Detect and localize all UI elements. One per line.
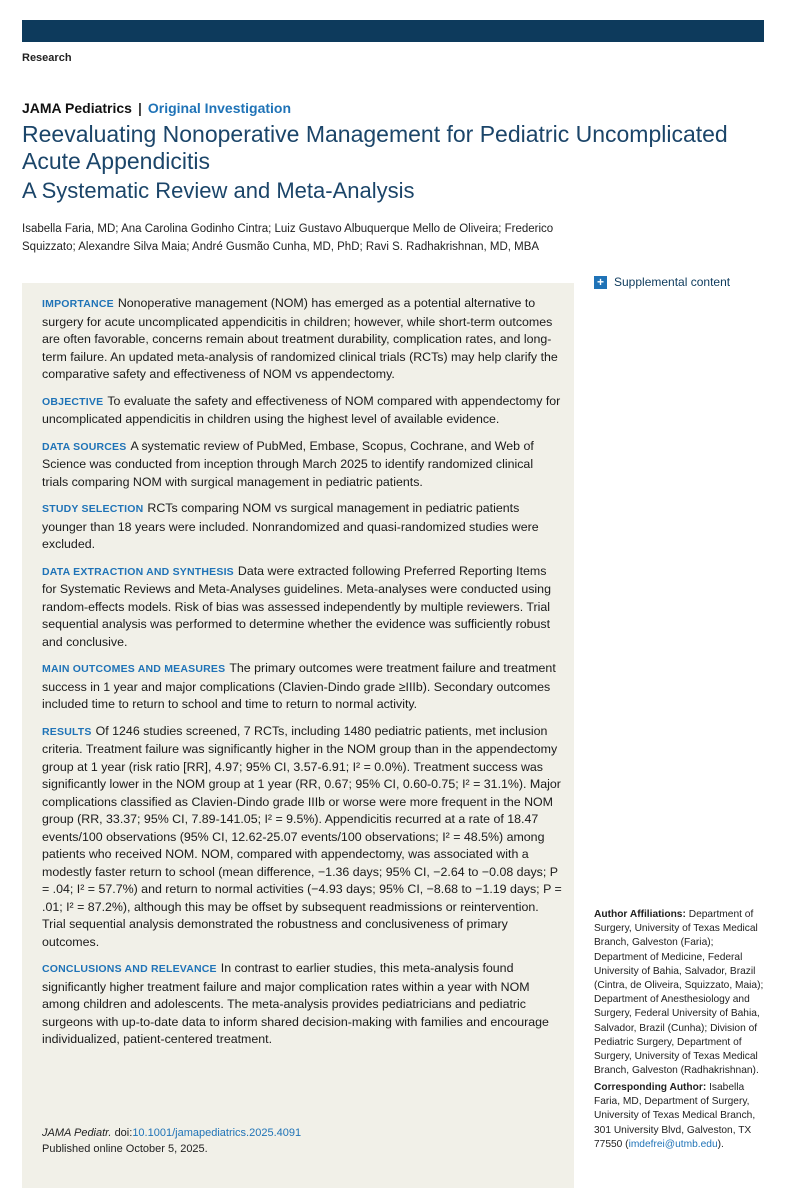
supplemental-label: Supplemental content (614, 275, 731, 289)
email-link[interactable]: imdefrei@utmb.edu (628, 1138, 718, 1150)
abstract-text: To evaluate the safety and effectiveness of NOM compared with appendectomy for uncomplicated appendicitis in children using the highest level of available evidence. (42, 393, 561, 426)
abstract-box (22, 283, 574, 1188)
abstract-study-selection (42, 500, 562, 554)
corresponding-label: Corresponding Author: (594, 1082, 707, 1093)
citation-block (42, 1125, 301, 1157)
abstract-label: MAIN OUTCOMES AND MEASURES (42, 663, 226, 675)
corresponding-author (594, 1081, 764, 1152)
abstract-label: DATA SOURCES (42, 440, 127, 453)
corresponding-close: ). (717, 1138, 724, 1150)
doi-prefix: doi: (114, 1127, 133, 1139)
abstract-text: Nonoperative management (NOM) has emerged as a potential alternative to surgery for acute uncomplicated appendicitis in children; however, while short-term outcomes are often favorable, concerns remain about treatment durability, complication rates, and long-term failure. An updated meta-analysis of randomized clinical trials (RCTs) may help clarify the comparative safety and effectiveness of NOM vs appendectomy. (42, 296, 558, 381)
abstract-objective (42, 393, 562, 429)
header-separator: | (137, 100, 142, 116)
journal-abbrev: JAMA Pediatr. (42, 1127, 112, 1139)
abstract-importance (42, 295, 562, 384)
abstract-text: In contrast to earlier studies, this meta-analysis found significantly higher treatment failure and major complication rates within a year with NOM among children and adolescents. The meta-analysis provides pediatricians and pediatric surgeons with up-to-date data to inform shared decision-making with families and encourage individualized, patient-centered treatment. (42, 961, 549, 1046)
article-subtitle: A Systematic Review and Meta-Analysis (22, 178, 415, 203)
abstract-text: A systematic review of PubMed, Embase, Scopus, Cochrane, and Web of Science was conducted from inception through March 2025 to identify randomized clinical trials comparing NOM with surgical management in pediatric patients. (42, 438, 534, 489)
article-type: Original Investigation (147, 100, 292, 116)
affiliations-text: Department of Surgery, University of Texas Medical Branch, Galveston (Faria); Department of Medicine, Federal University of Bahia, Salvador, Brazil (Cintra, de Oliveira, Squizzato, Maia); Department of Anesthesiology and Surgery, Federal University of Bahia, Salvador, Brazil (Cunha); Division of Pediatric Surgery, Department of Surgery, University of Texas Medical Branch, Galveston (Radhakrishnan). (594, 909, 764, 1077)
citation-line (42, 1125, 301, 1141)
abstract-data-extraction (42, 563, 562, 652)
abstract-results (42, 723, 562, 952)
abstract-label: OBJECTIVE (42, 395, 104, 408)
journal-name: JAMA Pediatrics (22, 100, 132, 116)
section-label: Research (22, 52, 72, 64)
author-affiliations (594, 908, 764, 1078)
abstract-text: Data were extracted following Preferred Reporting Items for Systematic Reviews and Meta-Analyses guidelines. Meta-analyses were conducted using random-effects models. Risk of bias was assessed independently by multiple reviewers. Trial sequential analysis was performed to determine whether the evidence was sufficiently robust and conclusive. (42, 563, 551, 649)
abstract-label: CONCLUSIONS AND RELEVANCE (42, 963, 217, 975)
published-date: Published online October 5, 2025. (42, 1143, 208, 1155)
abstract-main-outcomes (42, 660, 562, 714)
abstract-text: Of 1246 studies screened, 7 RCTs, including 1480 pediatric patients, met inclusion criteria. Treatment failure was significantly higher in the NOM group than in the appendectomy group at 1 year (risk ratio [RR], 4.97; 95% CI, 3.57-6.91; I² = 0.0%). Treatment success was significantly lower in the NOM group at 1 year (RR, 0.67; 95% CI, 0.60-0.75; I² = 31.1%). Major complications classified as Clavien-Dindo grade IIIb or worse were more frequent in the NOM group (RR, 33.37; 95% CI, 7.89-141.05; I² = 9.5%). Appendicitis recurred at a rate of 18.47 events/100 observations (95% CI, 12.62-25.07 events/100 observations; I² = 48.5%) among patients who received NOM. NOM, compared with appendectomy, was associated with a modestly faster return to school (mean difference, −1.36 days; 95% CI, −2.64 to −0.08 days; P = .04; I² = 57.7%) and return to normal activities (−4.93 days; 95% CI, −8.68 to −1.19 days; P = .01; I² = 87.2%), although this may be offset by subsequent readmissions or reintervention. Trial sequential analysis demonstrated the robustness and conclusiveness of primary outcomes. (42, 723, 562, 949)
abstract-label: STUDY SELECTION (42, 503, 144, 515)
abstract-text: RCTs comparing NOM vs surgical management in pediatric patients younger than 18 years were included. Nonrandomized and quasi-randomized studies were excluded. (42, 501, 539, 551)
corresponding-text: Isabella Faria, MD, Department of Surgery, University of Texas Medical Branch, 301 University Blvd, Galveston, TX 77550 ( (594, 1082, 756, 1150)
author-list: Isabella Faria, MD; Ana Carolina Godinho Cintra; Luiz Gustavo Albuquerque Mello de Oliveira; Frederico Squizzato; Alexandre Silva Maia; André Gusmão Cunha, MD, PhD; Ravi S. Radhakrishnan, MD, MBA (22, 223, 554, 253)
doi-link[interactable]: 10.1001/jamapediatrics.2025.4091 (132, 1127, 302, 1139)
abstract-conclusions (42, 960, 562, 1049)
abstract-label: DATA EXTRACTION AND SYNTHESIS (42, 565, 234, 578)
abstract-text: The primary outcomes were treatment failure and treatment success in 1 year and major complications (Clavien-Dindo grade ≥IIIb). Secondary outcomes included time to return to school and time to return to normal activity. (42, 661, 556, 711)
affiliations-label: Author Affiliations: (594, 909, 686, 920)
abstract-data-sources (42, 438, 562, 492)
journal-header (22, 100, 291, 116)
top-banner (22, 20, 764, 42)
abstract-label: RESULTS (42, 725, 92, 738)
abstract-label: IMPORTANCE (42, 298, 114, 310)
article-title: Reevaluating Nonoperative Management for Pediatric Uncomplicated Acute Appendicitis (22, 121, 728, 174)
plus-icon: + (594, 276, 607, 289)
supplemental-content-link[interactable] (594, 275, 730, 289)
